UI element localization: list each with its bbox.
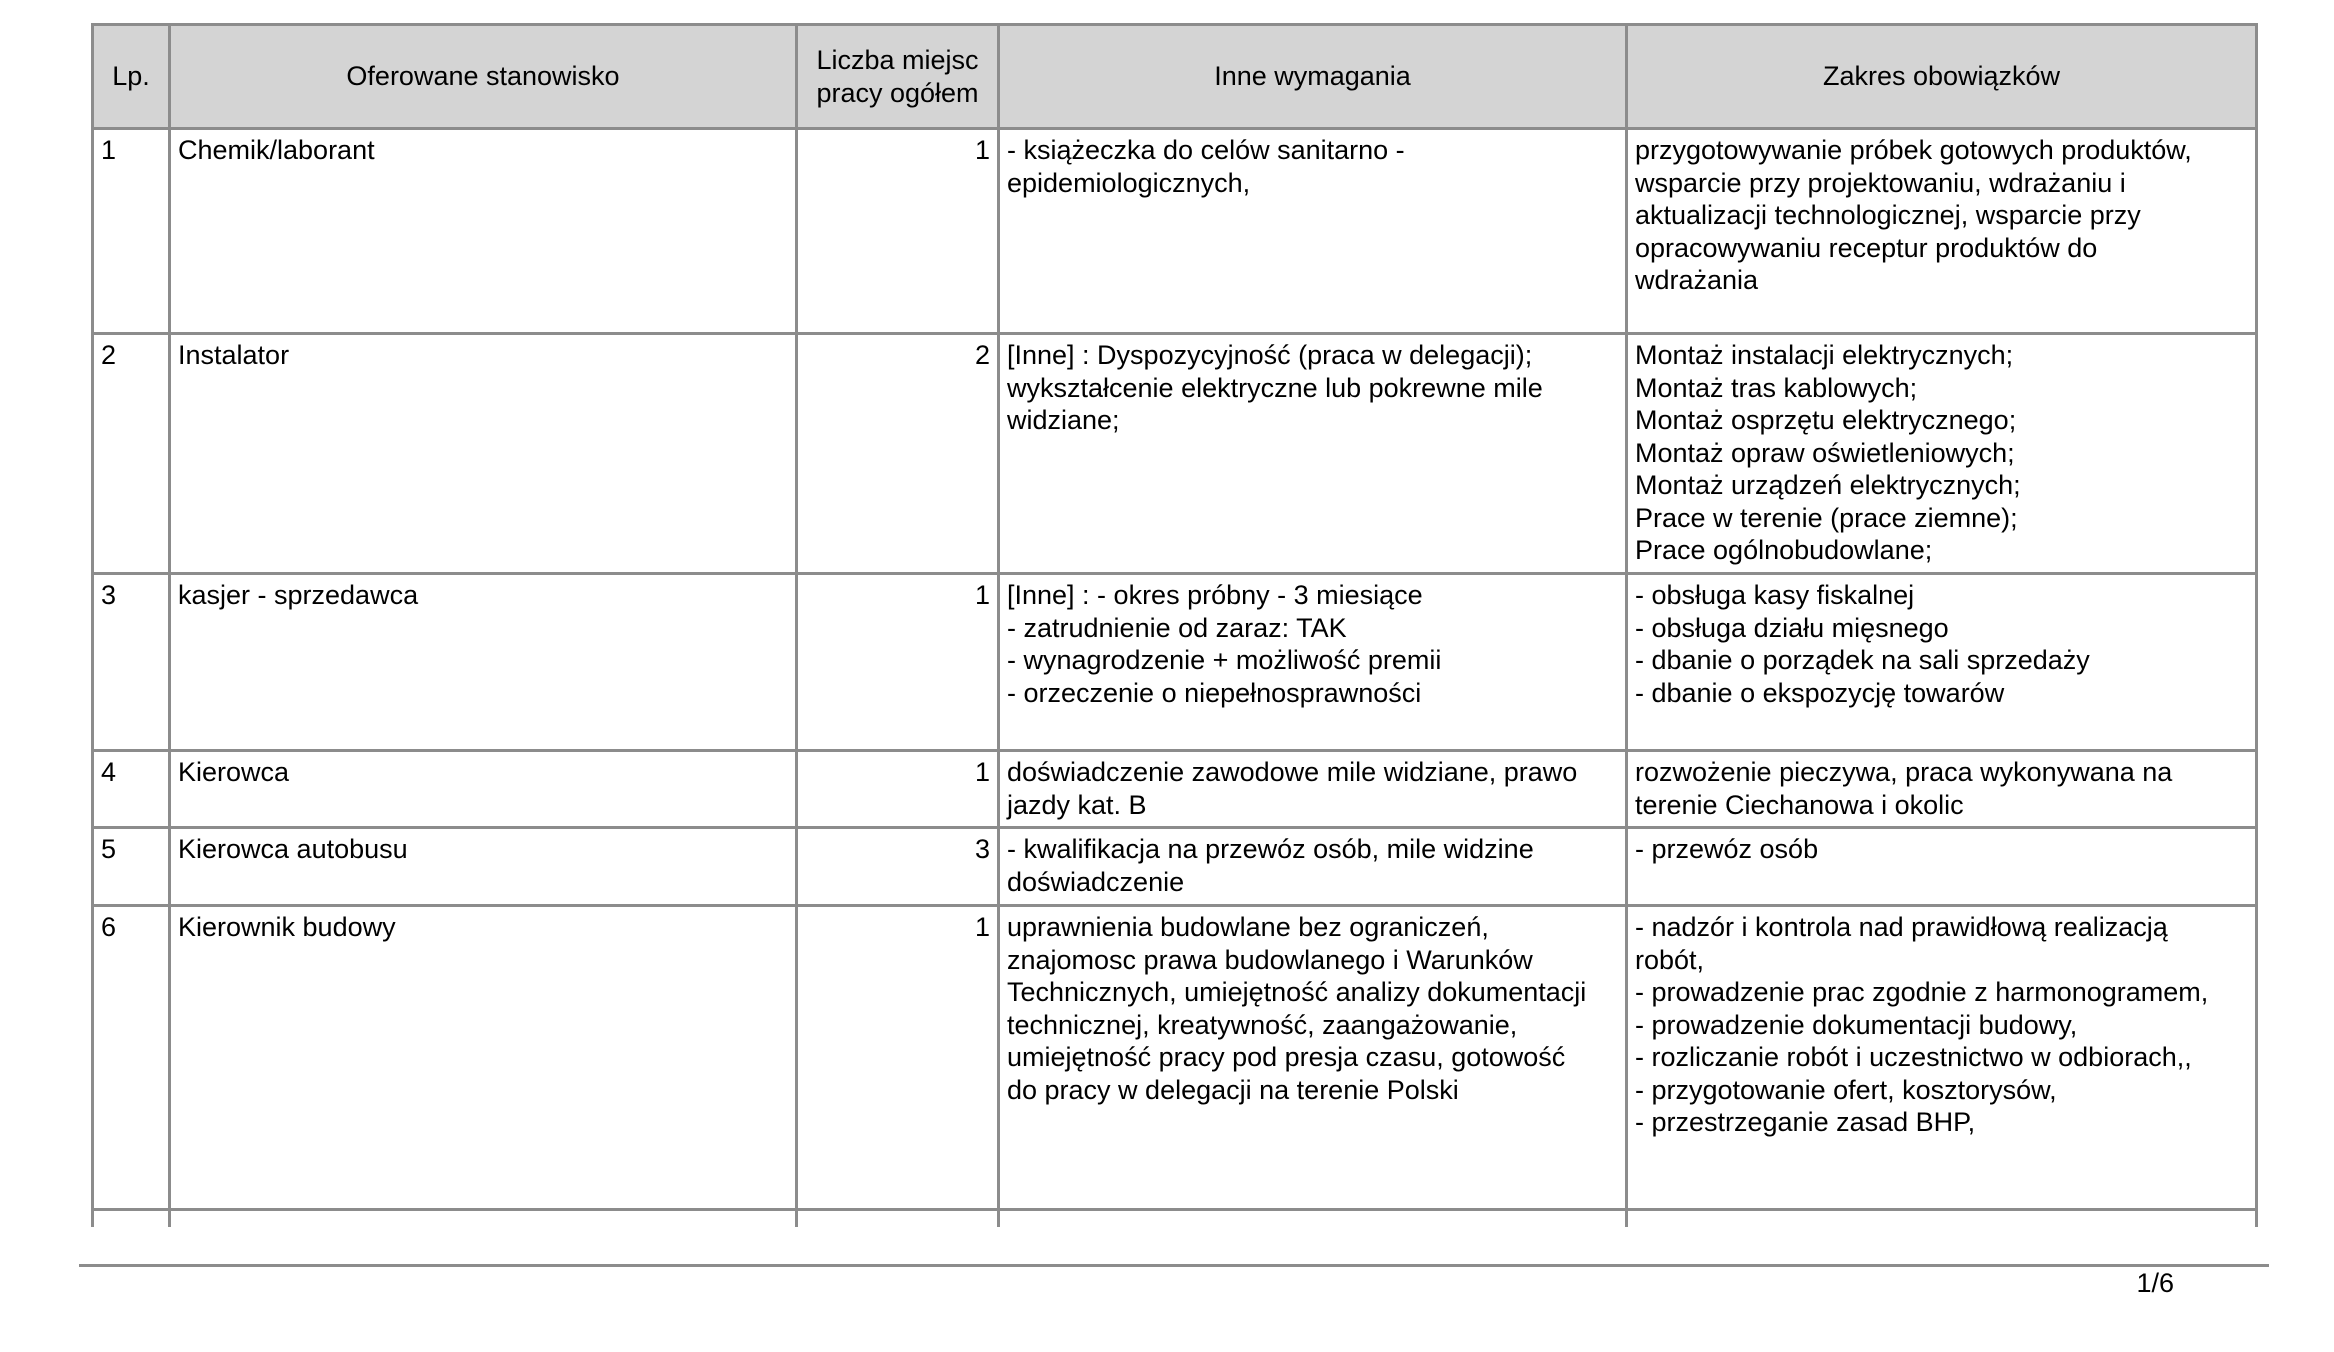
table-row: [93, 334, 2257, 574]
cell-position: Kierowca: [170, 751, 797, 828]
cell-lp: 1: [93, 129, 170, 334]
page-number: 1/6: [2136, 1268, 2174, 1298]
cell-empty: [999, 1210, 1627, 1228]
cell-count: 1: [797, 751, 999, 828]
cell-lp: 5: [93, 828, 170, 906]
requirements-text: doświadczenie zawodowe mile widziane, prawo jazdy kat. B: [1007, 757, 1578, 820]
cell-duties: [1627, 906, 2257, 1210]
cell-duties: [1627, 334, 2257, 574]
cell-duties: [1627, 574, 2257, 751]
cell-count: 2: [797, 334, 999, 574]
cell-count: 1: [797, 129, 999, 334]
requirements-text: - książeczka do celów sanitarno - epidemiologicznych,: [1007, 135, 1405, 198]
cell-position: Chemik/laborant: [170, 129, 797, 334]
header-count-label: Liczba miejsc pracy ogółem: [816, 45, 979, 108]
cell-lp: 3: [93, 574, 170, 751]
table-row: [93, 828, 2257, 906]
table-row: [93, 906, 2257, 1210]
cell-requirements: [999, 751, 1627, 828]
duties-text: przygotowywanie próbek gotowych produktów, wsparcie przy projektowaniu, wdrażaniu i aktualizacji technologicznej, wsparcie przy opracowywaniu receptur produktów do wdrażania: [1635, 135, 2192, 295]
cell-requirements: [999, 129, 1627, 334]
cell-duties: [1627, 828, 2257, 906]
header-position: Oferowane stanowisko: [170, 25, 797, 129]
cell-empty: [170, 1210, 797, 1228]
header-duties: Zakres obowiązków: [1627, 25, 2257, 129]
cell-empty: [93, 1210, 170, 1228]
table-row: [93, 129, 2257, 334]
cell-count: 1: [797, 574, 999, 751]
table-header-row: [93, 25, 2257, 129]
requirements-text: [Inne] : Dyspozycyjność (praca w delegacji); wykształcenie elektryczne lub pokrewne mile widziane;: [1007, 340, 1543, 435]
duties-text: Montaż instalacji elektrycznych; Montaż tras kablowych; Montaż osprzętu elektrycznego; Montaż opraw oświetleniowych; Montaż urządzeń elektrycznych; Prace w terenie (prace ziemne); Prace ogólnobudowlane;: [1635, 340, 2021, 565]
header-lp: Lp.: [93, 25, 170, 129]
cell-lp: 4: [93, 751, 170, 828]
cell-requirements: [999, 906, 1627, 1210]
requirements-text: - kwalifikacja na przewóz osób, mile widzine doświadczenie: [1007, 834, 1534, 897]
duties-text: - nadzór i kontrola nad prawidłową realizacją robót, - prowadzenie prac zgodnie z harmonogramem, - prowadzenie dokumentacji budowy, - rozliczanie robót i uczestnictwo w odbiorach,, - przygotowanie ofert, kosztorysów, - przestrzeganie zasad BHP,: [1635, 912, 2209, 1137]
footer-divider: [79, 1264, 2269, 1267]
table-row: [93, 751, 2257, 828]
cell-count: 3: [797, 828, 999, 906]
cell-position: Kierownik budowy: [170, 906, 797, 1210]
cell-empty: [797, 1210, 999, 1228]
requirements-text: [Inne] : - okres próbny - 3 miesiące - zatrudnienie od zaraz: TAK - wynagrodzenie + możliwość premii - orzeczenie o niepełnosprawności: [1007, 580, 1442, 708]
cell-duties: [1627, 751, 2257, 828]
duties-text: - przewóz osób: [1635, 834, 1819, 864]
table-row-continuation: [93, 1210, 2257, 1228]
cell-position: Kierowca autobusu: [170, 828, 797, 906]
cell-duties: [1627, 129, 2257, 334]
cell-position: Instalator: [170, 334, 797, 574]
cell-position: kasjer - sprzedawca: [170, 574, 797, 751]
cell-requirements: [999, 334, 1627, 574]
header-count: [797, 25, 999, 129]
table-row: [93, 574, 2257, 751]
duties-text: - obsługa kasy fiskalnej - obsługa działu mięsnego - dbanie o porządek na sali sprzedaży - dbanie o ekspozycję towarów: [1635, 580, 2090, 708]
cell-empty: [1627, 1210, 2257, 1228]
job-offers-table: [91, 23, 2258, 1227]
duties-text: rozwożenie pieczywa, praca wykonywana na terenie Ciechanowa i okolic: [1635, 757, 2173, 820]
requirements-text: uprawnienia budowlane bez ograniczeń, znajomosc prawa budowlanego i Warunków Technicznych, umiejętność analizy dokumentacji technicznej, kreatywność, zaangażowanie, umiejętność pracy pod presja czasu, gotowość do pracy w delegacji na terenie Polski: [1007, 912, 1587, 1105]
cell-lp: 6: [93, 906, 170, 1210]
cell-requirements: [999, 574, 1627, 751]
cell-count: 1: [797, 906, 999, 1210]
cell-lp: 2: [93, 334, 170, 574]
header-requirements: Inne wymagania: [999, 25, 1627, 129]
cell-requirements: [999, 828, 1627, 906]
